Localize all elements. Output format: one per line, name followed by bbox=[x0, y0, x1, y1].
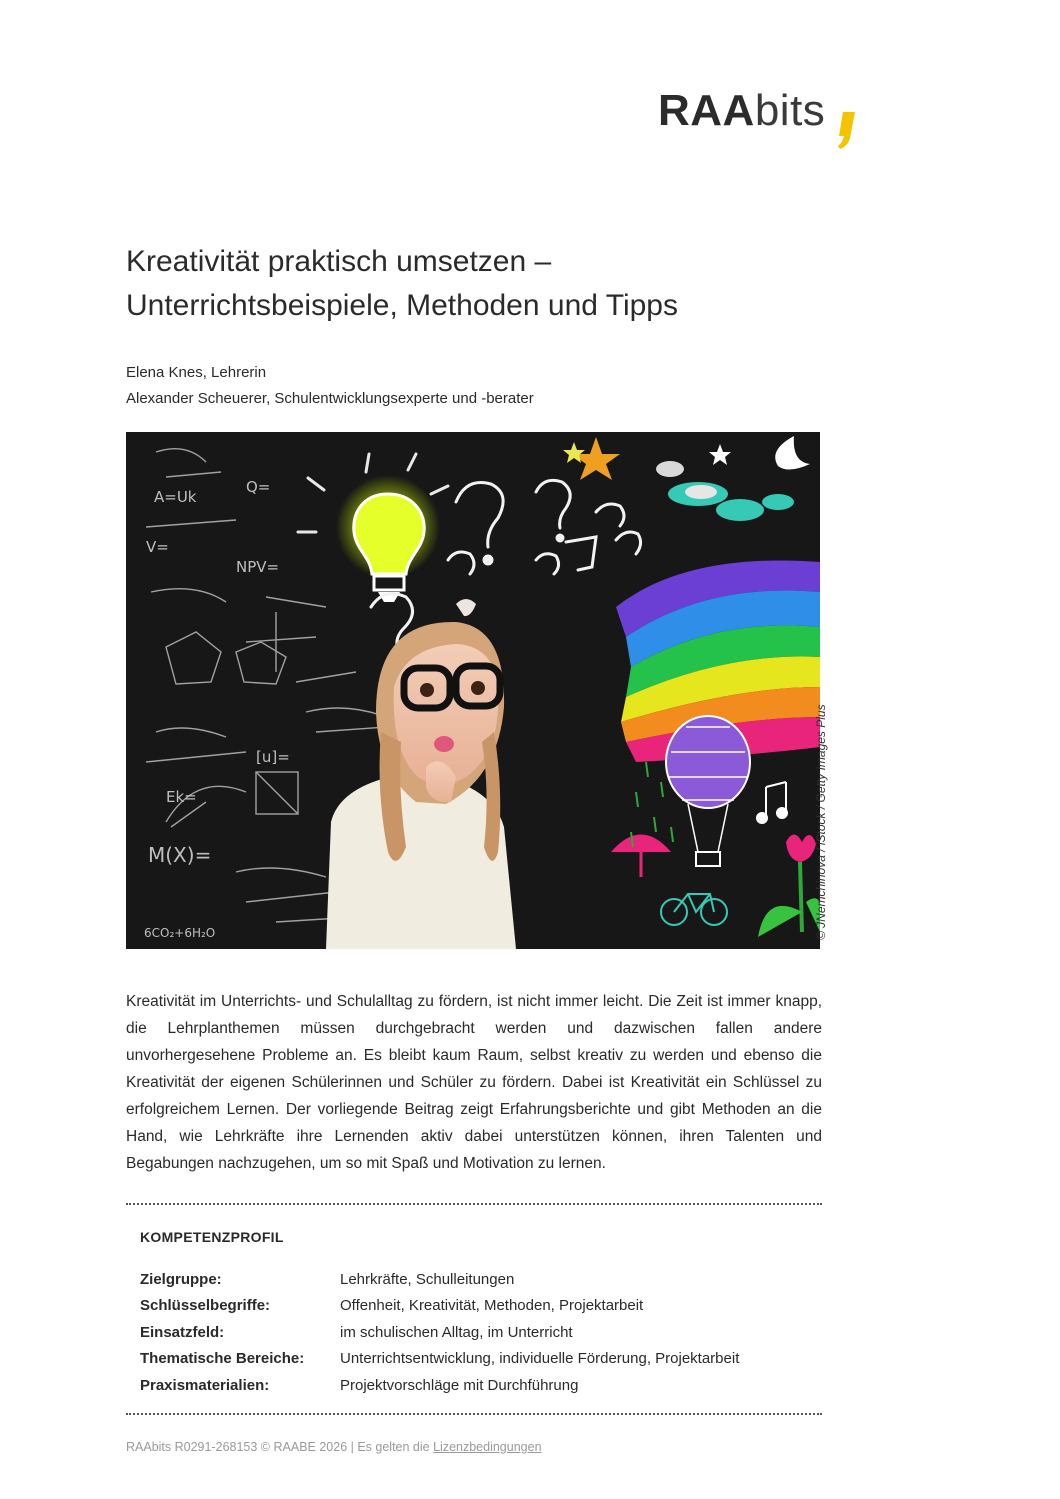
kp-value: Projektvorschläge mit Durchführung bbox=[340, 1376, 579, 1394]
raabits-logo bbox=[658, 84, 825, 154]
kompetenzprofil-table bbox=[140, 1266, 739, 1399]
divider-top bbox=[126, 1203, 822, 1205]
kp-row-einsatzfeld bbox=[140, 1319, 739, 1346]
kp-row-praxismaterialien bbox=[140, 1372, 739, 1399]
title-line-1: Kreativität praktisch umsetzen – bbox=[126, 245, 552, 278]
logo-light-text: bits bbox=[754, 86, 826, 135]
cloud-icon bbox=[762, 494, 794, 510]
chalk-note: 6CO₂+6H₂O bbox=[144, 926, 216, 940]
kp-label: Einsatzfeld: bbox=[140, 1323, 225, 1341]
chalk-note: Q= bbox=[246, 478, 271, 496]
chalk-note: V= bbox=[146, 538, 169, 556]
kp-label: Praxismaterialien: bbox=[140, 1376, 270, 1394]
chalk-note: M(X)= bbox=[148, 843, 212, 867]
chalk-note: Ek= bbox=[166, 788, 197, 806]
title-line-2: Unterrichtsbeispiele, Methoden und Tipps bbox=[126, 289, 678, 322]
divider-bottom bbox=[126, 1413, 822, 1415]
kp-value: im schulischen Alltag, im Unterricht bbox=[340, 1323, 573, 1341]
kp-row-zielgruppe bbox=[140, 1266, 739, 1293]
kp-value: Lehrkräfte, Schulleitungen bbox=[340, 1270, 515, 1288]
author-1: Elena Knes, Lehrerin bbox=[126, 364, 267, 381]
intro-paragraph: Kreativität im Unterrichts- und Schulalltag zu fördern, ist nicht immer leicht. Die Zeit ist immer knapp, die Lehrplanthemen müssen durchgebracht werden und dazwischen fallen andere unvorhergesehene Probleme an. Es bleibt kaum Raum, selbst kreativ zu werden und ebenso die Kreativität der eigenen Schülerinnen und Schüler zu fördern. Dabei ist Kreativität ein Schlüssel zu erfolgreichem Lernen. Der vorliegende Beitrag zeigt Erfahrungsberichte und gibt Methoden an die Hand, wie Lehrkräfte ihre Lernenden aktiv dabei unterstützen können, ihren Talenten und Begabungen nachzugehen, um so mit Spaß und Motivation zu lernen. bbox=[126, 993, 822, 1172]
cloud-icon bbox=[656, 461, 684, 477]
kp-row-schluesselbegriffe bbox=[140, 1293, 739, 1320]
image-credit: © JNemchinova / iStock / Getty Images Plus bbox=[814, 704, 828, 940]
kp-row-thematische-bereiche bbox=[140, 1346, 739, 1373]
kp-label: Thematische Bereiche: bbox=[140, 1350, 305, 1368]
page-footer bbox=[126, 1440, 542, 1454]
kp-label: Schlüsselbegriffe: bbox=[140, 1297, 271, 1315]
chalk-note: A=Uk bbox=[154, 488, 197, 506]
chalk-note: NPV= bbox=[236, 558, 280, 576]
page-title bbox=[126, 240, 846, 328]
kp-value: Unterrichtsentwicklung, individuelle Förderung, Projektarbeit bbox=[340, 1350, 740, 1368]
hero-image bbox=[126, 432, 820, 949]
chalk-note: [u]= bbox=[256, 748, 290, 766]
cloud-icon bbox=[716, 499, 764, 521]
author-list bbox=[126, 360, 534, 412]
logo-comma-icon bbox=[835, 94, 857, 150]
footer-text: RAAbits R0291-268153 © RAABE 2026 | Es gelten die bbox=[126, 1440, 434, 1454]
logo-bold-text: RAA bbox=[658, 86, 755, 135]
author-2: Alexander Scheuerer, Schulentwicklungsexperte und -berater bbox=[126, 390, 534, 407]
kp-value: Offenheit, Kreativität, Methoden, Projektarbeit bbox=[340, 1297, 644, 1315]
license-link[interactable]: Lizenzbedingungen bbox=[433, 1440, 542, 1454]
hero-illustration bbox=[126, 432, 820, 949]
kompetenzprofil-heading: KOMPETENZPROFIL bbox=[140, 1229, 284, 1245]
kp-label: Zielgruppe: bbox=[140, 1270, 222, 1288]
